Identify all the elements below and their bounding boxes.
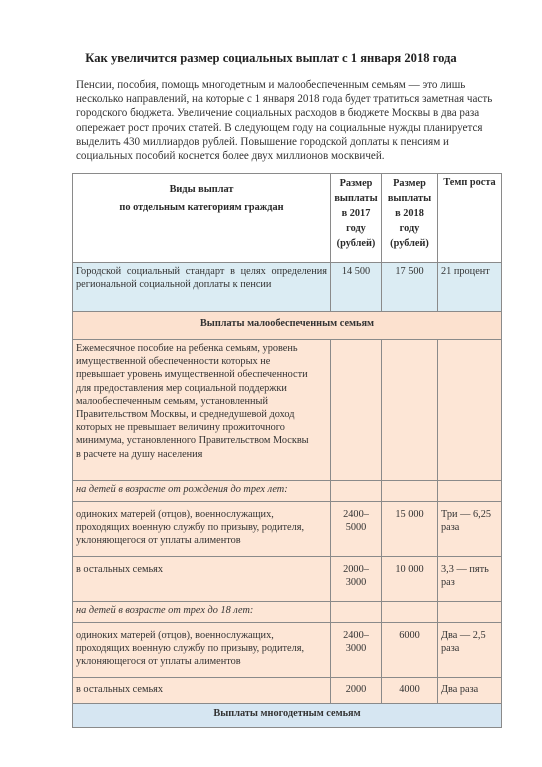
section-low-income: Выплаты малообеспеченным семьям — [73, 312, 502, 340]
intro-line: выделить 430 миллиардов рублей. Повышение городской доплаты к пенсиям и — [76, 135, 449, 148]
section-row — [73, 704, 502, 728]
subheading-age-0-3: на детей в возрасте от рождения до трех лет: — [73, 481, 331, 502]
table-row — [73, 557, 502, 602]
section-large-families: Выплаты многодетным семьям — [73, 704, 502, 728]
payments-table — [72, 173, 502, 728]
subheading-row — [73, 602, 502, 623]
document-title: Как увеличится размер социальных выплат с 1 января 2018 года — [85, 51, 457, 65]
table-row — [73, 263, 502, 312]
row-growth — [438, 340, 502, 481]
section-row — [73, 312, 502, 340]
row-value-2018 — [382, 340, 438, 481]
row-value-2018: 6000 — [382, 623, 438, 678]
intro-line: опережает рост прочих статей. В следующем году на социальные нужды планируется — [76, 121, 483, 134]
row-value-2018: 4000 — [382, 678, 438, 704]
row-value-2017: 14 500 — [331, 263, 382, 312]
intro-line: городского бюджета. Увеличение социальных расходов в бюджете Москвы в два раза — [76, 107, 480, 120]
row-value-2017: 2000 — [331, 678, 382, 704]
row-growth: 3,3 — пять раз — [438, 557, 502, 602]
row-value-2018: 15 000 — [382, 502, 438, 557]
row-label: одиноких матерей (отцов), военнослужащих, проходящих военную службу по призыву, родителя, уклоняющегося от уплаты алиментов — [73, 502, 331, 557]
row-value-2017: 2000– 3000 — [331, 557, 382, 602]
header-amount-2017: Размер выплаты в 2017 году (рублей) — [331, 174, 382, 263]
row-label: в остальных семьях — [73, 678, 331, 704]
row-growth: Два — 2,5 раза — [438, 623, 502, 678]
row-value-2018: 17 500 — [382, 263, 438, 312]
subheading-row — [73, 481, 502, 502]
subheading-age-3-18: на детей в возрасте от трех до 18 лет: — [73, 602, 331, 623]
row-value-2018: 10 000 — [382, 557, 438, 602]
table-header-row — [73, 174, 502, 263]
header-payment-types: Виды выплат по отдельным категориям граждан — [73, 174, 331, 263]
header-growth-rate: Темп роста — [438, 174, 502, 263]
row-label: в остальных семьях — [73, 557, 331, 602]
table-row — [73, 340, 502, 481]
table-row — [73, 502, 502, 557]
row-label: Городской социальный стандарт в целях определения региональной социальной доплаты к пенсии — [73, 263, 331, 312]
row-label: одиноких матерей (отцов), военнослужащих, проходящих военную службу по призыву, родителя, уклоняющегося от уплаты алиментов — [73, 623, 331, 678]
intro-paragraph — [76, 78, 496, 163]
row-value-2017 — [331, 340, 382, 481]
table-row — [73, 678, 502, 704]
row-value-2017: 2400– 5000 — [331, 502, 382, 557]
intro-line: социальных пособий коснется более двух миллионов москвичей. — [76, 150, 385, 163]
row-label: Ежемесячное пособие на ребенка семьям, уровень имущественной обеспеченности которых не превышает уровень имущественной обеспеченности для предоставления мер социальной поддержки малообеспеченным семьям, установленный Правительством Москвы, и среднедушевой доход которых не превышает величину прожиточного минимума, установленного Правительством Москвы в расчете на душу населения — [73, 340, 331, 481]
intro-line: Пенсии, пособия, помощь многодетным и малообеспеченным семьям — это лишь — [76, 79, 466, 91]
intro-line: несколько направлений, на которые с 1 января 2018 года будет тратиться заметная часть — [76, 93, 493, 106]
row-growth: Два раза — [438, 678, 502, 704]
table-row — [73, 623, 502, 678]
row-growth: Три — 6,25 раза — [438, 502, 502, 557]
header-amount-2018: Размер выплаты в 2018 году (рублей) — [382, 174, 438, 263]
row-value-2017: 2400– 3000 — [331, 623, 382, 678]
row-growth: 21 процент — [438, 263, 502, 312]
